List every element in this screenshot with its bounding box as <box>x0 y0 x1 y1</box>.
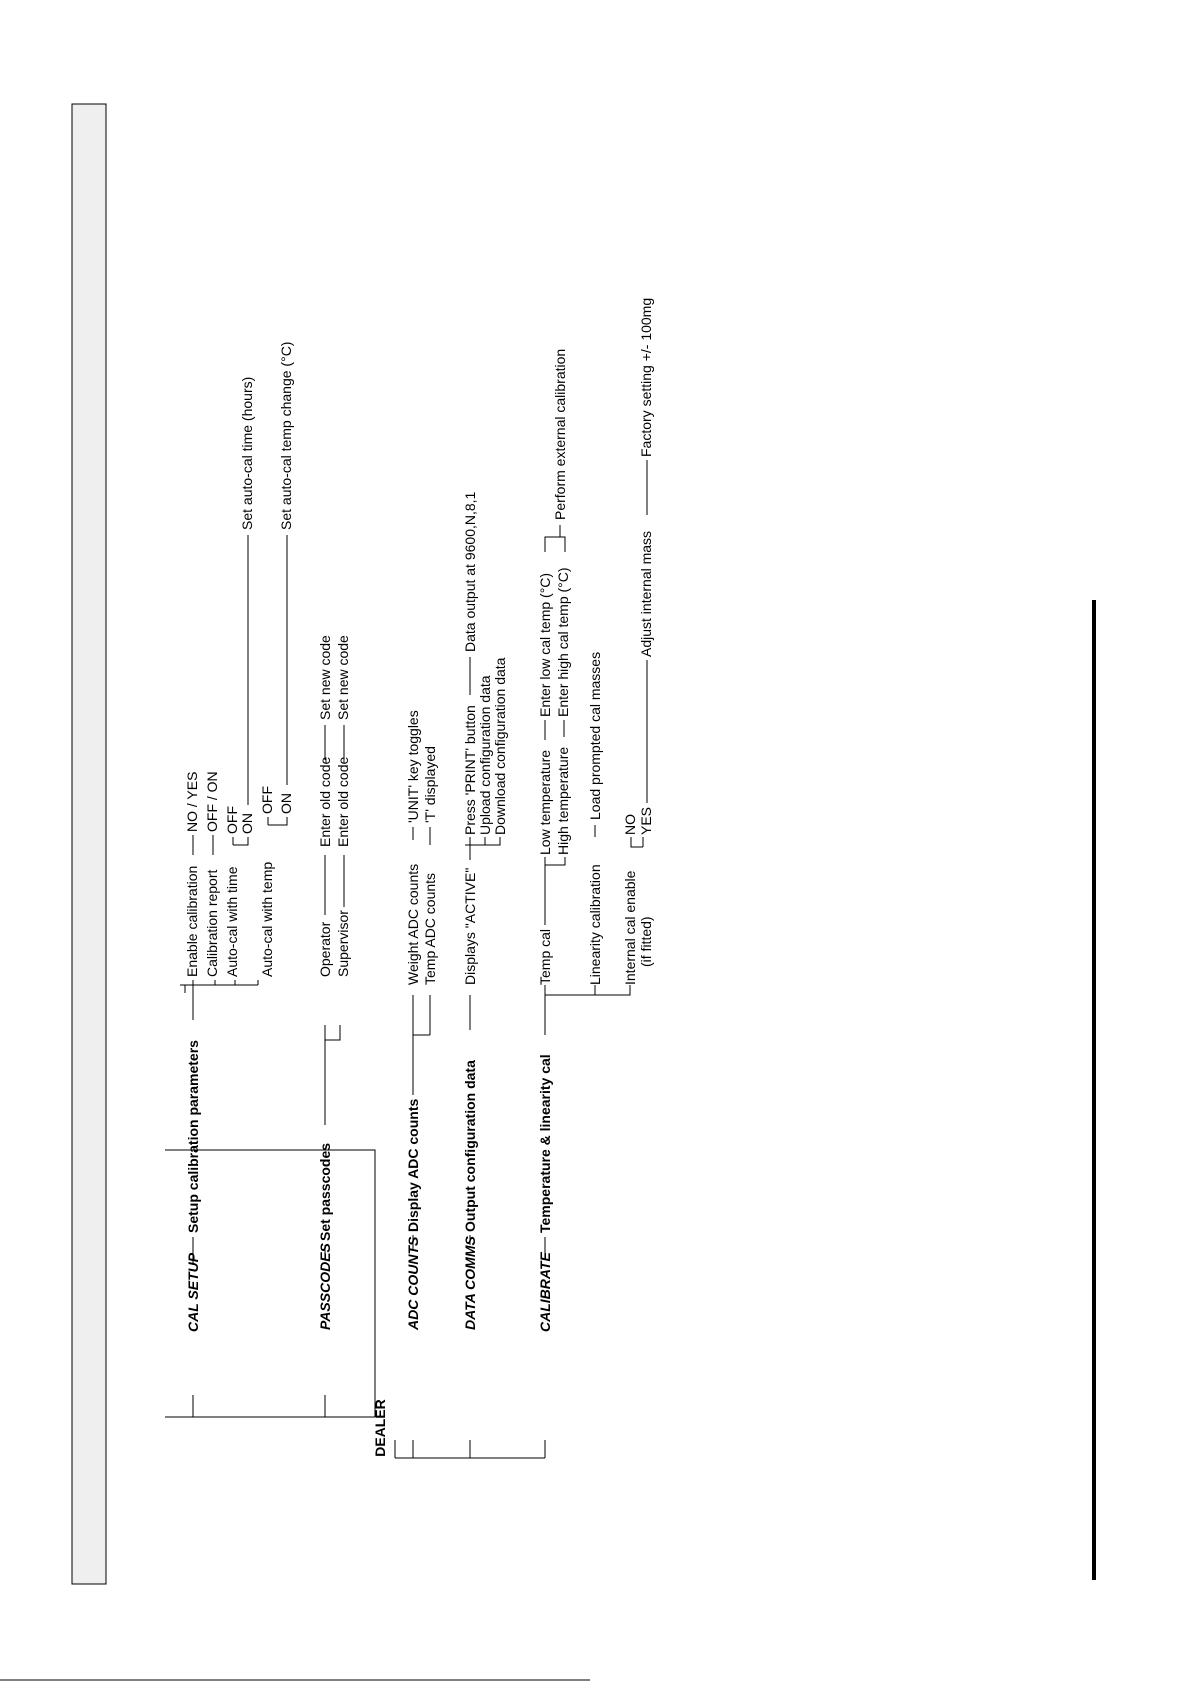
svg-text:OFF: OFF <box>224 806 240 834</box>
binding-bar <box>1092 600 1096 1580</box>
svg-text:Set new code: Set new code <box>317 635 333 720</box>
data-comms-display: Displays "ACTIVE" <box>462 867 478 985</box>
svg-text:NO: NO <box>622 814 638 835</box>
data-comms-download: Download configuration data <box>492 657 508 835</box>
param-auto-cal-time: Auto-cal with time <box>224 866 240 977</box>
data-comms-print: Press 'PRINT' button <box>462 705 478 835</box>
data-comms-upload: Upload configuration data <box>477 675 493 835</box>
param-auto-cal-temp: Auto-cal with temp <box>259 861 275 977</box>
action-auto-cal-time: Set auto-cal time (hours) <box>239 376 255 530</box>
value-calibration-report: OFF / ON <box>204 771 220 832</box>
svg-text:Enter high cal temp (°C): Enter high cal temp (°C) <box>555 567 571 717</box>
calibrate-adjust-mass: Adjust internal mass <box>638 530 654 657</box>
adc-weight-counts: Weight ADC counts <box>405 863 421 985</box>
svg-text:Set new code: Set new code <box>335 635 351 720</box>
param-calibration-report: Calibration report <box>204 869 220 977</box>
menu-desc-passcodes: Set passcodes <box>317 1142 333 1241</box>
svg-text:OFF: OFF <box>259 786 275 814</box>
root-label: DEALER <box>372 1399 388 1457</box>
svg-text:Enter low cal temp (°C): Enter low cal temp (°C) <box>537 572 553 717</box>
svg-text:Low temperature: Low temperature <box>537 749 553 855</box>
value-enable-calibration: NO / YES <box>184 771 200 832</box>
svg-text:YES: YES <box>638 806 654 835</box>
svg-text:High temperature: High temperature <box>555 746 571 855</box>
menu-label-data-comms: DATA COMMS <box>462 1236 478 1330</box>
menu-desc-adc-counts: Display ADC counts <box>405 1098 421 1232</box>
svg-text:ON: ON <box>239 813 255 834</box>
menu-label-calibrate: CALIBRATE <box>537 1252 553 1332</box>
passcode-supervisor: Supervisor <box>335 910 351 977</box>
calibrate-temp-cal: Temp cal <box>537 928 553 985</box>
calibrate-linearity: Linearity calibration <box>587 864 603 985</box>
svg-text:Enter old code: Enter old code <box>335 756 351 847</box>
calibrate-internal: Internal cal enable <box>622 870 638 985</box>
param-enable-calibration: Enable calibration <box>184 865 200 977</box>
action-auto-cal-temp: Set auto-cal temp change (°C) <box>278 341 294 530</box>
adc-temp-counts: Temp ADC counts <box>422 872 438 985</box>
menu-desc-cal-setup: Setup calibration parameters <box>185 1040 201 1233</box>
svg-text:'T' displayed: 'T' displayed <box>422 746 438 823</box>
calibrate-external: Perform external calibration <box>552 348 568 520</box>
menu-label-cal-setup: CAL SETUP <box>185 1252 201 1332</box>
menu-desc-calibrate: Temperature & linearity cal <box>537 1054 553 1233</box>
svg-text:Enter old code: Enter old code <box>317 756 333 847</box>
svg-text:(if fitted): (if fitted) <box>638 916 654 967</box>
menu-label-passcodes: PASSCODES <box>317 1243 333 1330</box>
page-frame <box>72 104 106 1584</box>
svg-text:'UNIT' key toggles: 'UNIT' key toggles <box>405 710 421 823</box>
passcode-operator: Operator <box>317 921 333 977</box>
calibrate-factory-setting: Factory setting +/- 100mg <box>638 297 654 457</box>
menu-label-adc-counts: ADC COUNTS <box>405 1236 421 1330</box>
menu-desc-data-comms: Output configuration data <box>462 1060 478 1232</box>
tree <box>165 298 654 1458</box>
data-comms-output: Data output at 9600,N,8,1 <box>462 491 478 652</box>
svg-text:ON: ON <box>278 793 294 814</box>
svg-text:Load prompted cal masses: Load prompted cal masses <box>587 651 603 820</box>
